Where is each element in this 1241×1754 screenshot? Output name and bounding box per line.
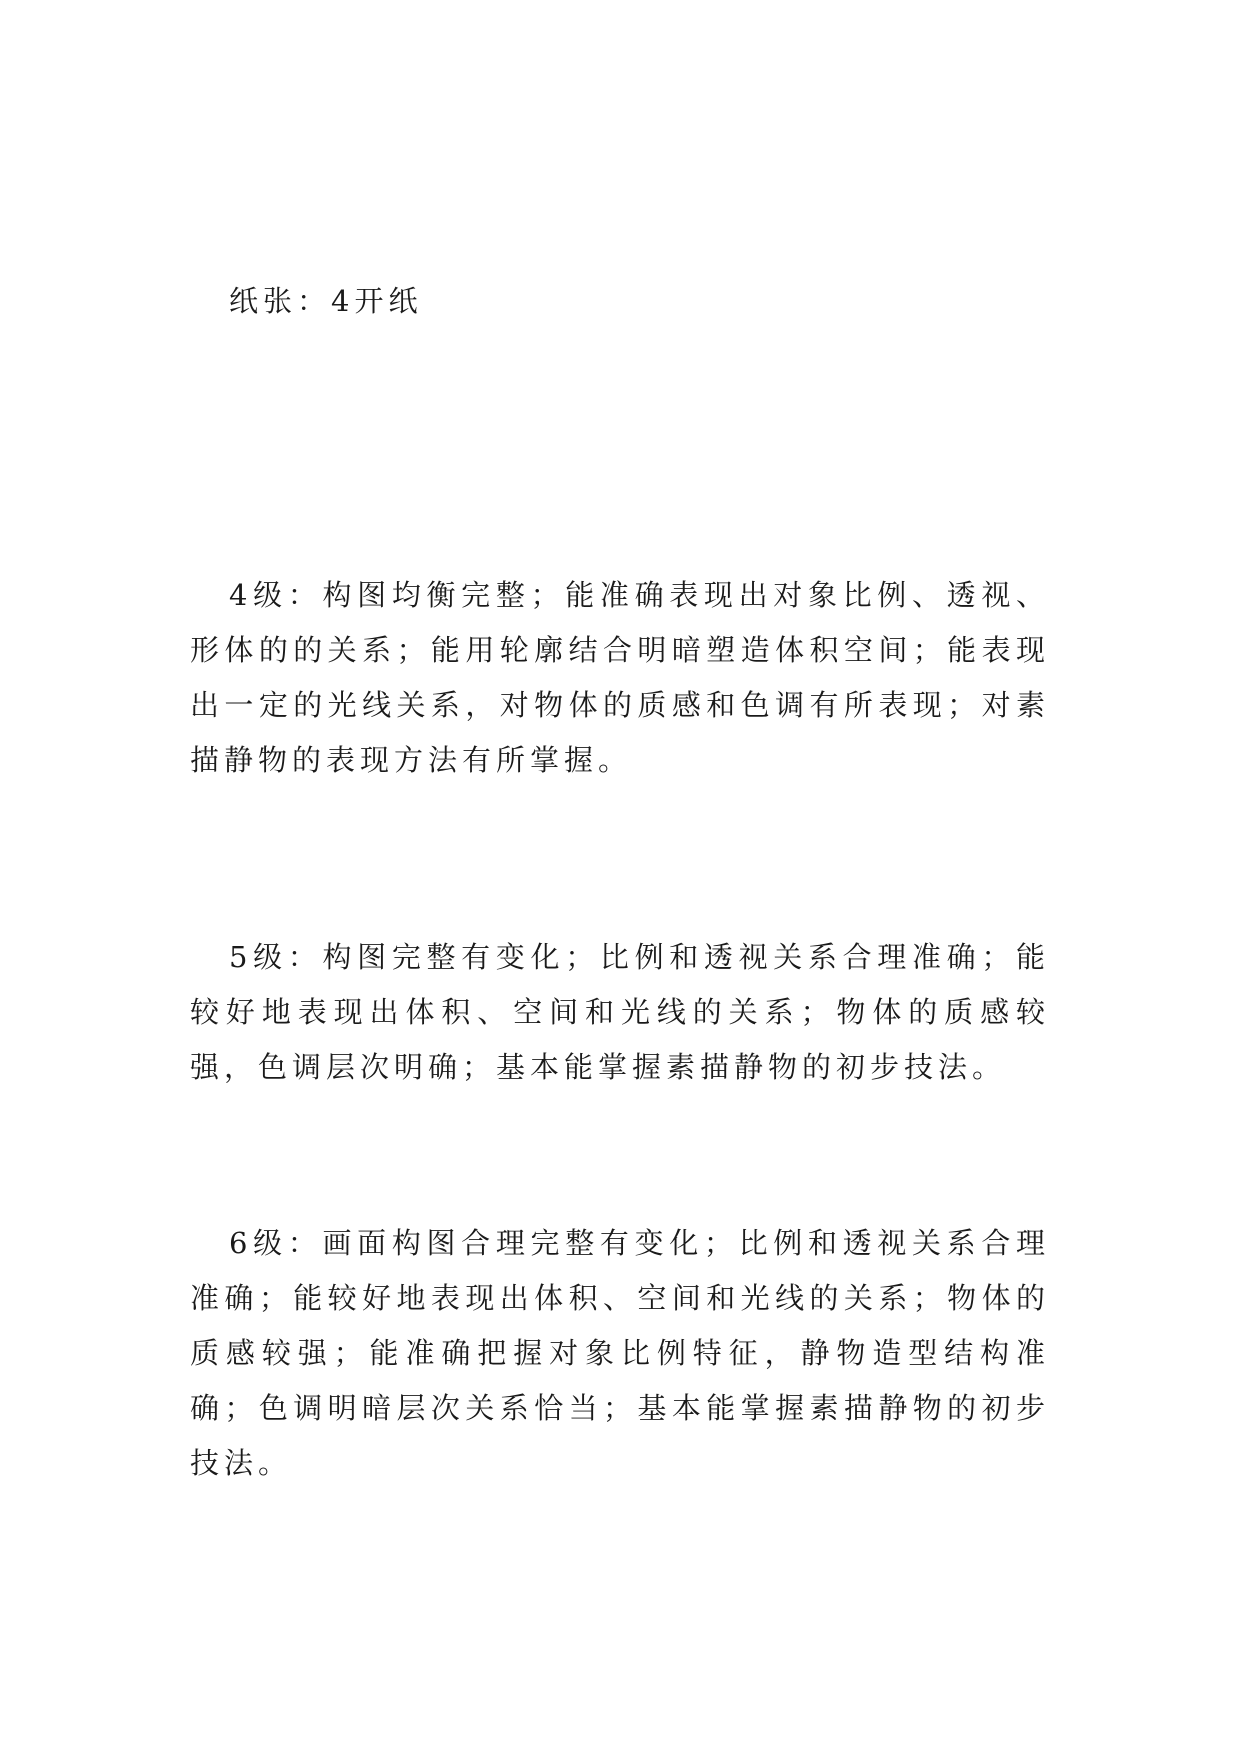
paper-spec: 纸张：4开纸 [229,284,423,318]
criteria-level-6: 6级：画面构图合理完整有变化；比例和透视关系合理准确；能较好地表现出体积、空间和光线的关系；物体的质感较强；能准确把握对象比例特征，静物造型结构准确；色调明暗层次关系恰当；基本能掌握素描静物的初步技法。 [190,1226,1050,1480]
criteria-level-4: 4级：构图均衡完整；能准确表现出对象比例、透视、形体的的关系；能用轮廓结合明暗塑造体积空间；能表现出一定的光线关系，对物体的质感和色调有所表现；对素描静物的表现方法有所掌握。 [190,578,1050,777]
criteria-level-5: 5级：构图完整有变化；比例和透视关系合理准确；能较好地表现出体积、空间和光线的关系；物体的质感较强，色调层次明确；基本能掌握素描静物的初步技法。 [190,940,1050,1084]
